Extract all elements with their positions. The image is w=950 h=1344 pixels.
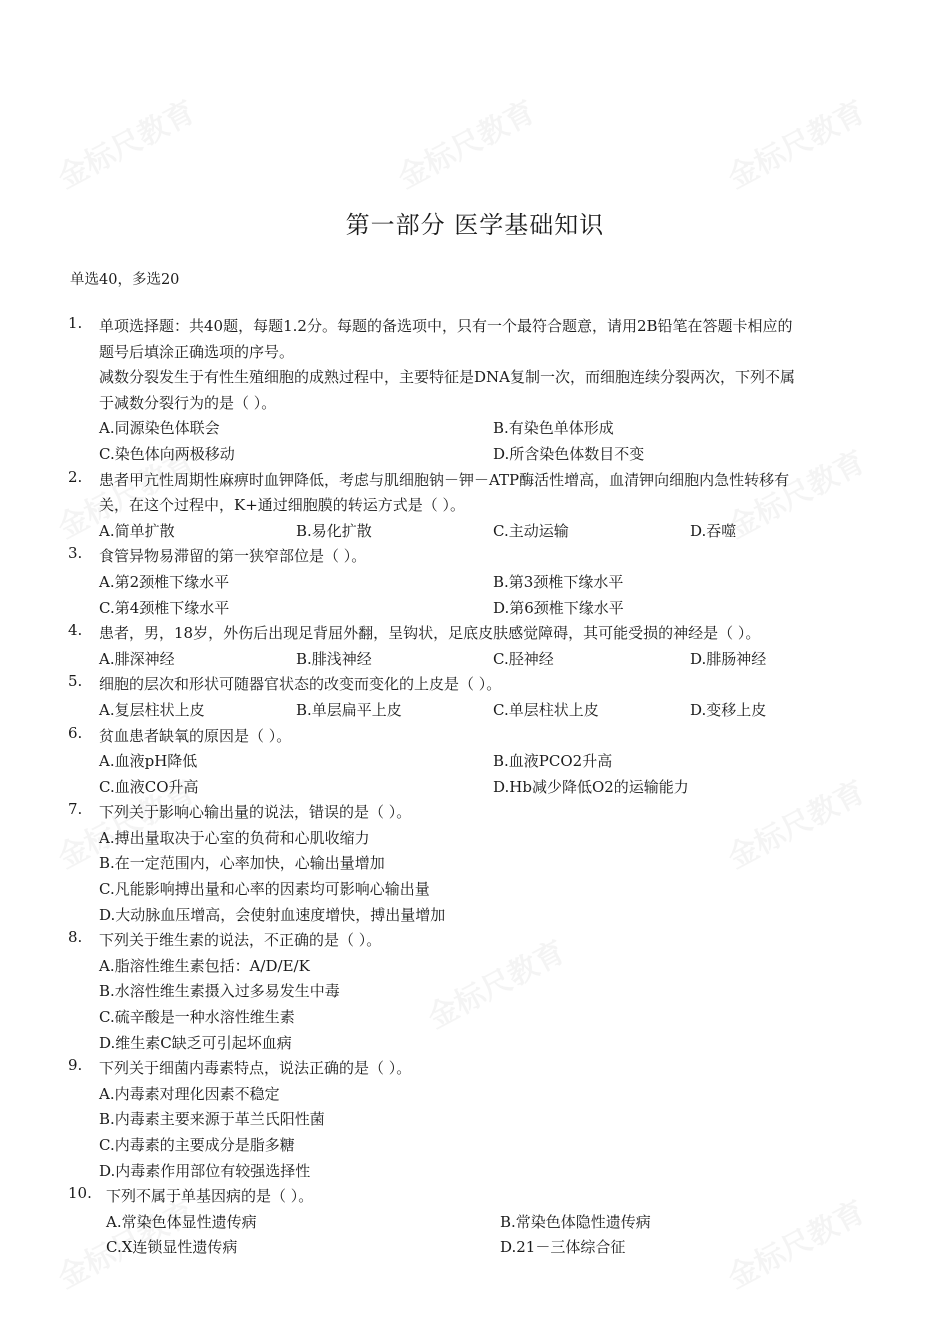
question-number: 1. xyxy=(68,314,83,332)
question-item xyxy=(68,672,868,723)
option-a: A.搏出量取决于心室的负荷和心肌收缩力 xyxy=(99,828,370,847)
option-d: D.Hb减少降低O2的运输能力 xyxy=(493,777,689,796)
question-text-line: 减数分裂发生于有性生殖细胞的成熟过程中，主要特征是DNA复制一次，而细胞连续分裂两次，下列不属 xyxy=(99,368,795,387)
option-c: C.主动运输 xyxy=(493,521,569,540)
question-number: 5. xyxy=(68,672,83,691)
option-a: A.血液pH降低 xyxy=(99,752,198,771)
option-d: D.变移上皮 xyxy=(690,700,767,719)
option-b: B.常染色体隐性遗传病 xyxy=(500,1212,651,1231)
question-item xyxy=(68,928,868,1056)
question-text-line: 于减数分裂行为的是（ ）。 xyxy=(99,393,277,412)
question-text-line: 题号后填涂正确选项的序号。 xyxy=(99,342,295,361)
question-list xyxy=(68,314,868,1261)
question-text-line: 下列关于细菌内毒素特点，说法正确的是（ ）。 xyxy=(99,1059,412,1078)
option-b: B.有染色单体形成 xyxy=(493,419,614,438)
option-a: A.复层柱状上皮 xyxy=(99,700,205,719)
option-c: C.硫辛酸是一种水溶性维生素 xyxy=(99,1008,295,1027)
option-d: D.第6颈椎下缘水平 xyxy=(493,598,624,617)
option-a: A.简单扩散 xyxy=(99,521,175,540)
option-a: A.脂溶性维生素包括：A/D/E/K xyxy=(99,956,310,975)
option-a: A.第2颈椎下缘水平 xyxy=(99,572,230,591)
option-c: C.单层柱状上皮 xyxy=(493,700,599,719)
option-a: A.腓深神经 xyxy=(99,649,175,668)
option-d: D.所含染色体数目不变 xyxy=(493,444,645,463)
option-c: C.血液CO升高 xyxy=(99,777,199,796)
question-text-line: 细胞的层次和形状可随器官状态的改变而变化的上皮是（ ）。 xyxy=(99,675,502,694)
question-item xyxy=(68,468,868,545)
option-c: C.X连锁显性遗传病 xyxy=(106,1238,238,1257)
option-b: B.水溶性维生素摄入过多易发生中毒 xyxy=(99,982,340,1001)
question-number: 7. xyxy=(68,800,83,819)
question-item xyxy=(68,724,868,801)
option-c: C.内毒素的主要成分是脂多糖 xyxy=(99,1136,295,1154)
watermark xyxy=(718,87,871,196)
option-d: D.腓肠神经 xyxy=(690,649,767,668)
question-item xyxy=(68,800,868,928)
page-title: 第一部分 医学基础知识 xyxy=(345,211,605,239)
option-a: A.常染色体显性遗传病 xyxy=(106,1212,257,1231)
question-text-line: 贫血患者缺氧的原因是（ ）。 xyxy=(99,726,292,745)
question-item xyxy=(68,621,868,672)
option-a: A.内毒素对理化因素不稳定 xyxy=(99,1084,280,1103)
question-item xyxy=(68,544,868,621)
option-c: C.染色体向两极移动 xyxy=(99,444,235,463)
question-number: 8. xyxy=(68,928,83,947)
question-text-line: 下列关于维生素的说法，不正确的是（ ）。 xyxy=(99,931,382,950)
question-item xyxy=(68,1056,868,1184)
question-text-line: 单项选择题：共40题，每题1.2分。每题的备选项中，只有一个最符合题意，请用2B铅笔在答题卡相应的 xyxy=(99,317,793,335)
option-c: C.胫神经 xyxy=(493,649,554,668)
question-text-line: 下列不属于单基因病的是（ ）。 xyxy=(106,1187,314,1206)
question-text-line: 患者，男，18岁，外伤后出现足背屈外翻，呈钩状，足底皮肤感觉障碍，其可能受损的神经是（ ）。 xyxy=(99,624,761,643)
question-number: 4. xyxy=(68,621,83,640)
section-subtitle: 单选40，多选20 xyxy=(70,272,180,288)
option-c: C.凡能影响搏出量和心率的因素均可影响心输出量 xyxy=(99,880,430,899)
option-b: B.易化扩散 xyxy=(296,521,372,540)
question-number: 10. xyxy=(68,1184,92,1203)
option-d: D.21－三体综合征 xyxy=(500,1238,626,1257)
option-b: B.第3颈椎下缘水平 xyxy=(493,572,624,591)
option-d: D.内毒素作用部位有较强选择性 xyxy=(99,1161,311,1180)
question-number: 9. xyxy=(68,1056,83,1075)
question-number: 6. xyxy=(68,723,83,742)
option-b: B.在一定范围内，心率加快，心输出量增加 xyxy=(99,854,385,873)
option-d: D.大动脉血压增高，会使射血速度增快，搏出量增加 xyxy=(99,905,446,924)
option-d: D.维生素C缺乏可引起坏血病 xyxy=(99,1033,292,1052)
watermark xyxy=(388,87,541,196)
question-text-line: 下列关于影响心输出量的说法，错误的是（ ）。 xyxy=(99,803,412,822)
question-item xyxy=(68,314,868,468)
watermark xyxy=(48,87,201,196)
option-b: B.腓浅神经 xyxy=(296,649,372,668)
option-c: C.第4颈椎下缘水平 xyxy=(99,598,230,617)
option-b: B.单层扁平上皮 xyxy=(296,700,402,719)
option-d: D.吞噬 xyxy=(690,521,737,540)
option-a: A.同源染色体联会 xyxy=(99,419,220,438)
question-number: 2. xyxy=(68,467,83,486)
option-b: B.内毒素主要来源于革兰氏阳性菌 xyxy=(99,1110,325,1129)
question-text-line: 关，在这个过程中，K+通过细胞膜的转运方式是（ ）。 xyxy=(99,496,466,515)
question-number: 3. xyxy=(68,544,83,563)
question-item xyxy=(68,1184,868,1261)
question-text-line: 食管异物易滞留的第一狭窄部位是（ ）。 xyxy=(99,547,367,566)
question-text-line: 患者甲亢性周期性麻痹时血钾降低，考虑与肌细胞钠－钾－ATP酶活性增高，血清钾向细胞内急性转移有 xyxy=(99,470,790,489)
option-b: B.血液PCO2升高 xyxy=(493,752,613,771)
